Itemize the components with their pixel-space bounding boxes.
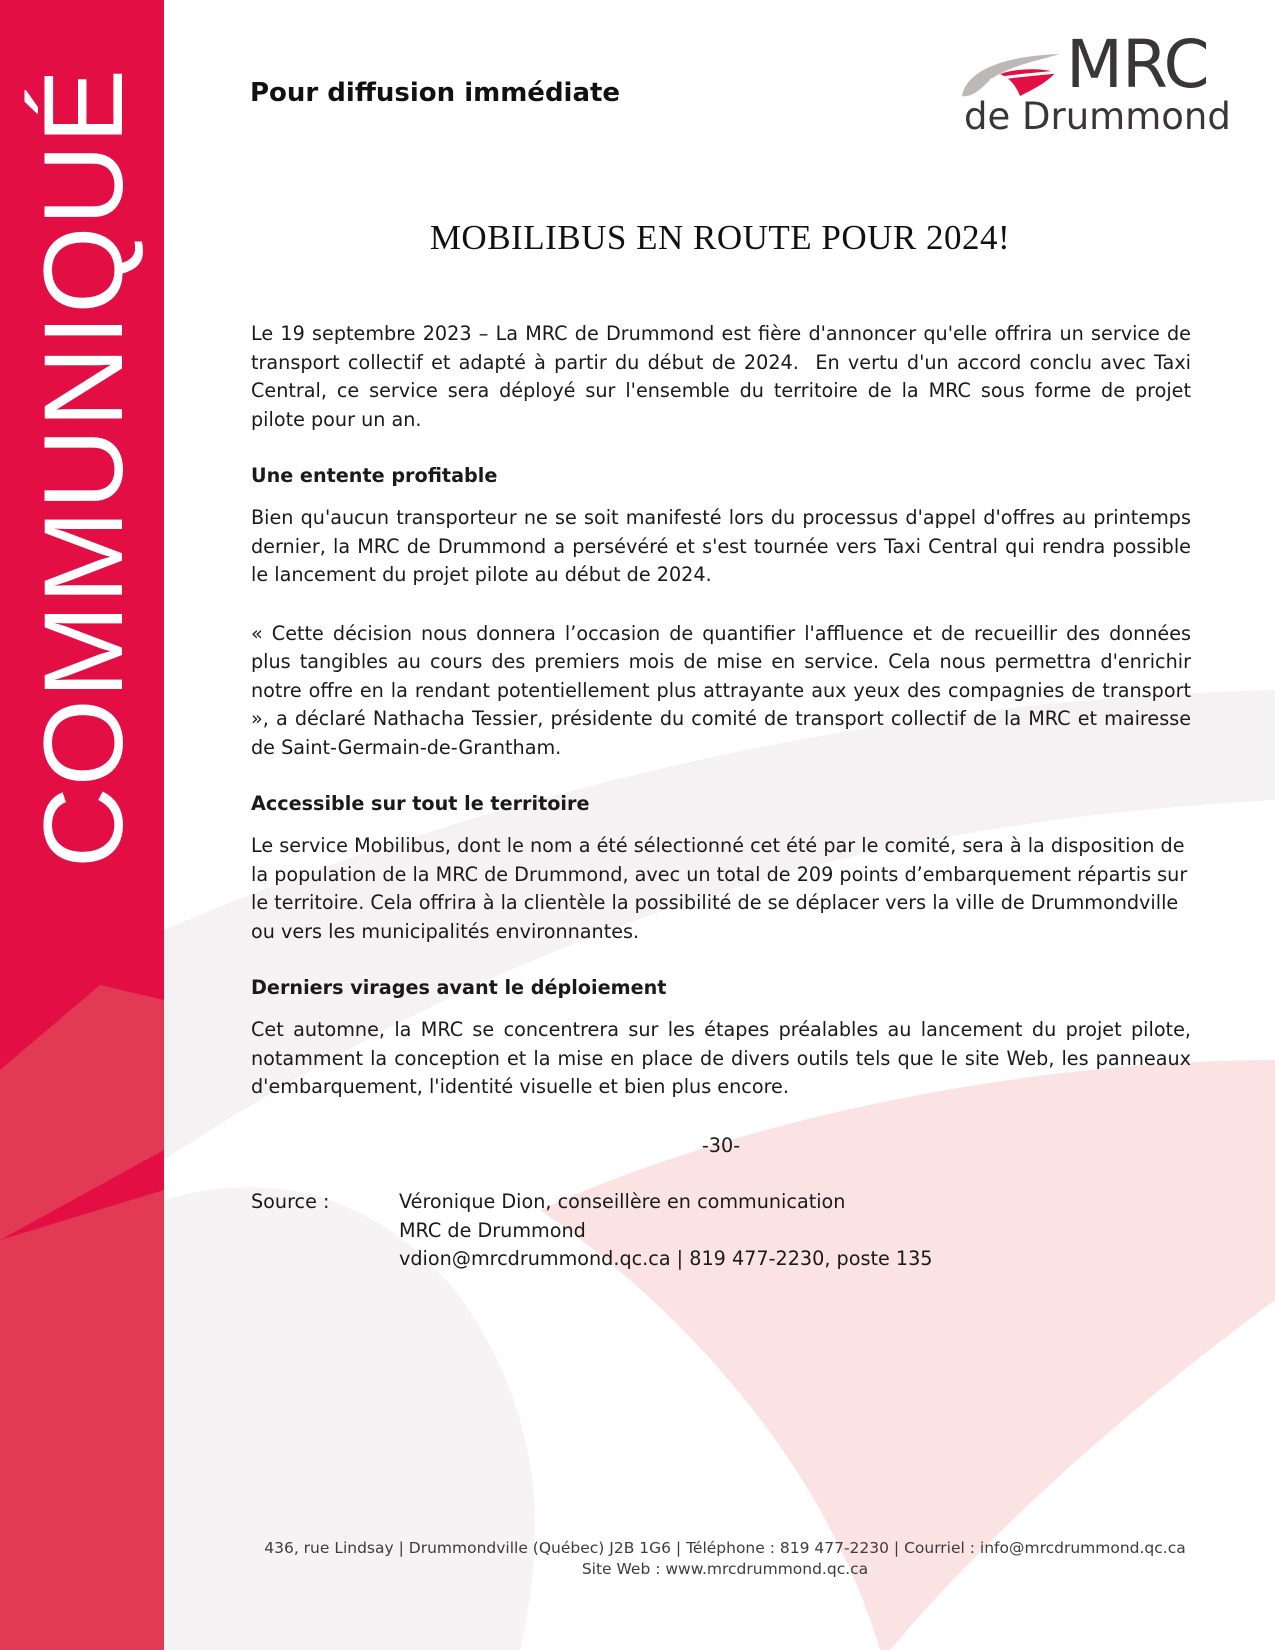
footer-website-line[interactable]: Site Web : www.mrcdrummond.qc.ca [581,1560,869,1578]
body-paragraph: Bien qu'aucun transporteur ne se soit manifesté lors du processus d'appel d'offres au printemps dernier, la MRC de Drummond a persévéré et s'est tournée vers Taxi Central qui rendra possible le lancement du projet pilote au début de 2024. [251,506,1198,586]
footer-address-line: 436, rue Lindsay | Drummondville (Québec) J2B 1G6 | Téléphone : 819 477-2230 | Courriel : info@mrcdrummond.qc.ca [264,1539,1186,1557]
body-paragraph: Cet automne, la MRC se concentrera sur les étapes préalables au lancement du projet pilote, notamment la conception et la mise en place de divers outils tels que le site Web, les panneaux d'embarquement, l'identité visuelle et bien plus encore. [251,1018,1198,1098]
page-footer [250,1538,1200,1580]
body-paragraph: Le service Mobilibus, dont le nom a été sélectionné cet été par le comité, sera à la disposition de la population de la MRC de Drummond, avec un total de 209 points d’embarquement répartis sur le territoire. Cela offrira à la clientèle la possibilité de se déplacer vers la ville de Drummondville ou vers les municipalités environnantes. [251,834,1194,943]
press-release-body [251,320,1198,1274]
mrc-drummond-logo [960,26,1235,138]
section-heading: Derniers virages avant le déploiement [251,976,667,999]
intro-paragraph: Le 19 septembre 2023 – La MRC de Drummond est fière d'annoncer qu'elle offrira un service de transport collectif et adapté à partir du début de 2024. En vertu d'un accord conclu avec Taxi Central, ce service sera déployé sur l'ensemble du territoire de la MRC sous forme de projet pilote pour un an. [251,322,1198,431]
logo-mrc-text: MRC [1066,26,1209,103]
press-release-title: MOBILIBUS EN ROUTE POUR 2024! [429,218,1011,257]
source-contact[interactable]: vdion@mrcdrummond.qc.ca | 819 477-2230, poste 135 [399,1247,933,1270]
source-label: Source : [251,1190,330,1213]
source-name: Véronique Dion, conseillère en communication [399,1190,846,1213]
logo-subtitle-text: de Drummond [964,95,1231,138]
communique-vertical-title: COMMUNIQUÉ [21,67,146,869]
release-status-label: Pour diffusion immédiate [250,78,621,108]
end-mark: -30- [701,1133,741,1157]
source-block [251,1188,1191,1274]
section-heading: Une entente profitable [251,464,498,487]
quote-paragraph: « Cette décision nous donnera l’occasion de quantifier l'affluence et de recueillir des données plus tangibles au cours des premiers mois de mise en service. Cela nous permettra d'enrichir notre offre en la rendant potentiellement plus attrayante aux yeux des compagnies de transport », a déclaré Nathacha Tessier, présidente du comité de transport collectif de la MRC et mairesse de Saint-Germain-de-Grantham. [251,621,1198,759]
section-heading: Accessible sur tout le territoire [251,792,590,815]
source-organization: MRC de Drummond [399,1218,586,1242]
